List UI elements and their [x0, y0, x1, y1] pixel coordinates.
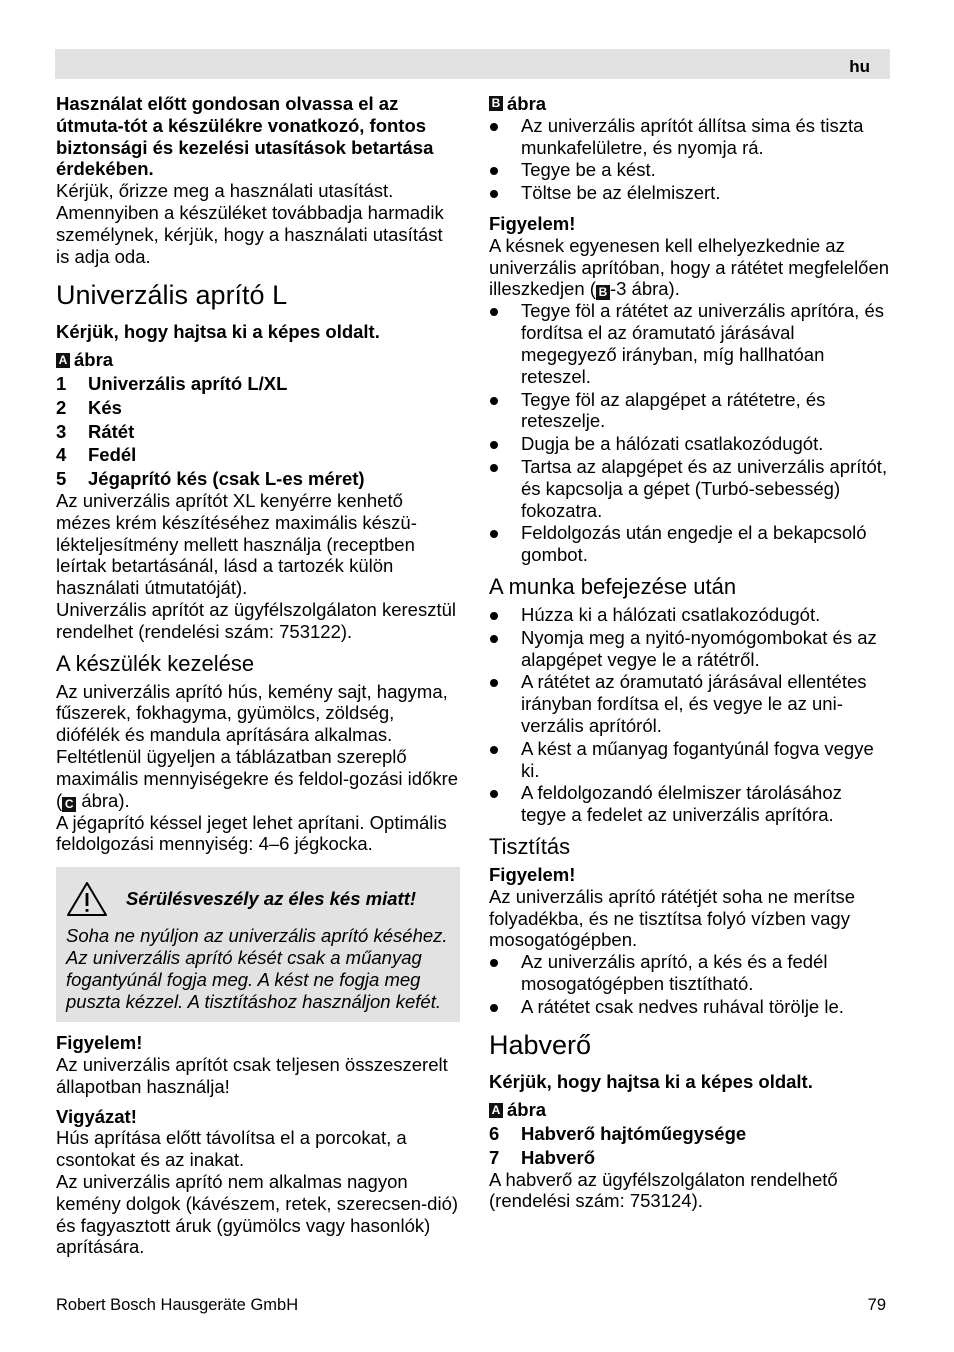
- warning-box: [56, 867, 460, 1022]
- steps-list: [489, 115, 891, 204]
- attention-label: Figyelem!: [56, 1032, 143, 1054]
- after-work-heading: A munka befejezése után: [489, 573, 737, 599]
- language-code: hu: [849, 57, 870, 76]
- whisk-order-text: A habverő az ügyfélszolgálaton rendelhető (rendelési szám: 753124).: [489, 1168, 838, 1212]
- fold-note: Kérjük, hogy hajtsa ki a képes oldalt.: [489, 1071, 813, 1093]
- parts-list-item: 7 Habverő: [489, 1146, 596, 1168]
- order-text: Univerzális aprítót az ügyfélszolgálaton keresztül rendelhet (rendelési szám: 753122).: [56, 598, 456, 642]
- list-item: Tegye föl a rátétet az univerzális aprítóra, és fordítsa el az óramutató járásával megegyező irányban, míg hallhatóan reteszel.: [489, 300, 891, 387]
- parts-list-item: 5 Jégaprító kés (csak L-es méret): [56, 468, 365, 490]
- figure-ref: [489, 1099, 891, 1121]
- ice-text: A jégaprító késsel jeget lehet aprítani. Optimális feldolgozási mennyiség: 4–6 jégkocka.: [56, 811, 447, 855]
- figure-label: ábra: [74, 349, 114, 371]
- xl-text: Az univerzális aprítót XL kenyérre kenhető mézes krém készítéséhez maximális készü-lékteljesítmény mellett használja (receptben leírtak betartásánál, lásd a tartozék külön használati útmutatóját).: [56, 489, 417, 599]
- list-item: Töltse be az élelmiszert.: [489, 182, 891, 204]
- figure-letter-icon: A: [56, 353, 70, 368]
- usage-heading: A készülék kezelése: [56, 650, 255, 676]
- caution-label: Vigyázat!: [56, 1105, 137, 1127]
- usage-text: Az univerzális aprító hús, kemény sajt, hagyma, fűszerek, fokhagyma, gyümölcs, zöldség, diófélék és mandula aprítására alkalmas. Feltétlenül ügyeljen a táblázatban szereplő maximális mennyiségekre és feldol-gozási időkre ( C ábra).: [56, 680, 459, 811]
- intro-text: Kérjük, őrizze meg a használati utasítást. Amennyiben a készüléket továbbadja harmadik személynek, kérjük, hogy a használati utasítást is adja oda.: [56, 180, 444, 267]
- list-item: Nyomja meg a nyitó-nyomógombokat és az alapgépet vegye le a rátétről.: [489, 627, 891, 671]
- attention-label: Figyelem!: [489, 212, 576, 234]
- right-column: [489, 93, 891, 1212]
- warning-text: Soha ne nyúljon az univerzális aprító késéhez. Az univerzális aprító kését csak a műanyag fogantyúnál fogja meg. A kést ne fogja meg puszta kézzel. A tisztításhoz használjon kefét.: [66, 925, 448, 1012]
- whisk-title: Habverő: [489, 1030, 592, 1061]
- steps-list: [489, 300, 891, 566]
- figure-letter-icon: C: [62, 797, 76, 812]
- list-item: Az univerzális aprítót állítsa sima és tiszta munkafelületre, és nyomja rá.: [489, 115, 891, 159]
- parts-list-item: 2 Kés: [56, 396, 122, 418]
- figure-label: ábra: [507, 93, 547, 114]
- list-item: Tartsa az alapgépet és az univerzális aprítót, és kapcsolja a gépet (Turbó-sebesség) fokozatra.: [489, 456, 891, 521]
- cleaning-attention-text: Az univerzális aprító rátétjét soha ne merítse folyadékba, és ne tisztítsa folyó vízben vagy mosogatógépben.: [489, 885, 856, 951]
- caution-text: Hús aprítása előtt távolítsa el a porcokat, a csontokat és az inakat.: [56, 1127, 407, 1171]
- after-steps-list: [489, 604, 891, 826]
- figure-letter-icon: B: [489, 96, 503, 111]
- list-item: Dugja be a hálózati csatlakozódugót.: [489, 433, 891, 455]
- whisk-parts-list: [489, 1123, 891, 1169]
- list-item: Az univerzális aprító, a kés és a fedél mosogatógépben tisztítható.: [489, 951, 891, 995]
- intro-warning: Használat előtt gondosan olvassa el az útmuta-tót a készülékre vonatkozó, fontos biztonsági és kezelési utasítások betartása érdekében.: [56, 93, 434, 180]
- attention-text: A késnek egyenesen kell elhelyezkednie az univerzális aprítóban, hogy a rátétet megfelelően illeszkedjen ( B -3 ábra).: [489, 234, 890, 300]
- fold-note: Kérjük, hogy hajtsa ki a képes oldalt.: [56, 321, 380, 343]
- list-item: A rátétet csak nedves ruhával törölje le.: [489, 996, 891, 1018]
- unsuitable-text: Az univerzális aprító nem alkalmas nagyon kemény dolgok (kávészem, retek, szerecsen-dió) és fagyasztott áruk (gyümölcs vagy hasonlók) aprítására.: [56, 1171, 459, 1258]
- figure-letter-icon: A: [489, 1103, 503, 1118]
- footer-company: Robert Bosch Hausgeräte GmbH: [56, 1296, 299, 1314]
- attention-label: Figyelem!: [489, 863, 576, 885]
- parts-list-item: 1 Univerzális aprító L/XL: [56, 372, 288, 394]
- left-column: [56, 93, 460, 1258]
- cleaning-steps-list: [489, 951, 891, 1017]
- list-item: Húzza ki a hálózati csatlakozódugót.: [489, 604, 891, 626]
- parts-list-item: 3 Rátét: [56, 420, 135, 442]
- list-item: A kést a műanyag fogantyúnál fogva vegye ki.: [489, 738, 891, 782]
- parts-list-item: 4 Fedél: [56, 444, 137, 466]
- warning-title: Sérülésveszély az éles kés miatt!: [126, 888, 417, 910]
- figure-ref: [56, 349, 460, 371]
- warning-triangle-icon: [66, 881, 108, 917]
- page-title: Univerzális aprító L: [56, 280, 288, 311]
- list-item: Tegye be a kést.: [489, 159, 891, 181]
- list-item: Feldolgozás után engedje el a bekapcsoló gombot.: [489, 522, 891, 566]
- list-item: A rátétet az óramutató járásával ellentétes irányban fordítsa el, és vegye le az uni-verzális aprítóról.: [489, 671, 891, 736]
- parts-list-item: 6 Habverő hajtóműegysége: [489, 1123, 747, 1145]
- figure-letter-icon: B: [596, 285, 610, 300]
- attention-text: Az univerzális aprítót csak teljesen összeszerelt állapotban használja!: [56, 1054, 448, 1097]
- header-bar: [55, 49, 890, 79]
- figure-ref: [489, 93, 891, 115]
- figure-label: ábra: [507, 1099, 547, 1121]
- list-item: Tegye föl az alapgépet a rátétetre, és reteszelje.: [489, 389, 891, 433]
- page-number: 79: [867, 1296, 886, 1314]
- cleaning-heading: Tisztítás: [489, 833, 571, 859]
- parts-list: [56, 373, 460, 490]
- list-item: A feldolgozandó élelmiszer tárolásához tegye a fedelet az univerzális aprítóra.: [489, 782, 891, 826]
